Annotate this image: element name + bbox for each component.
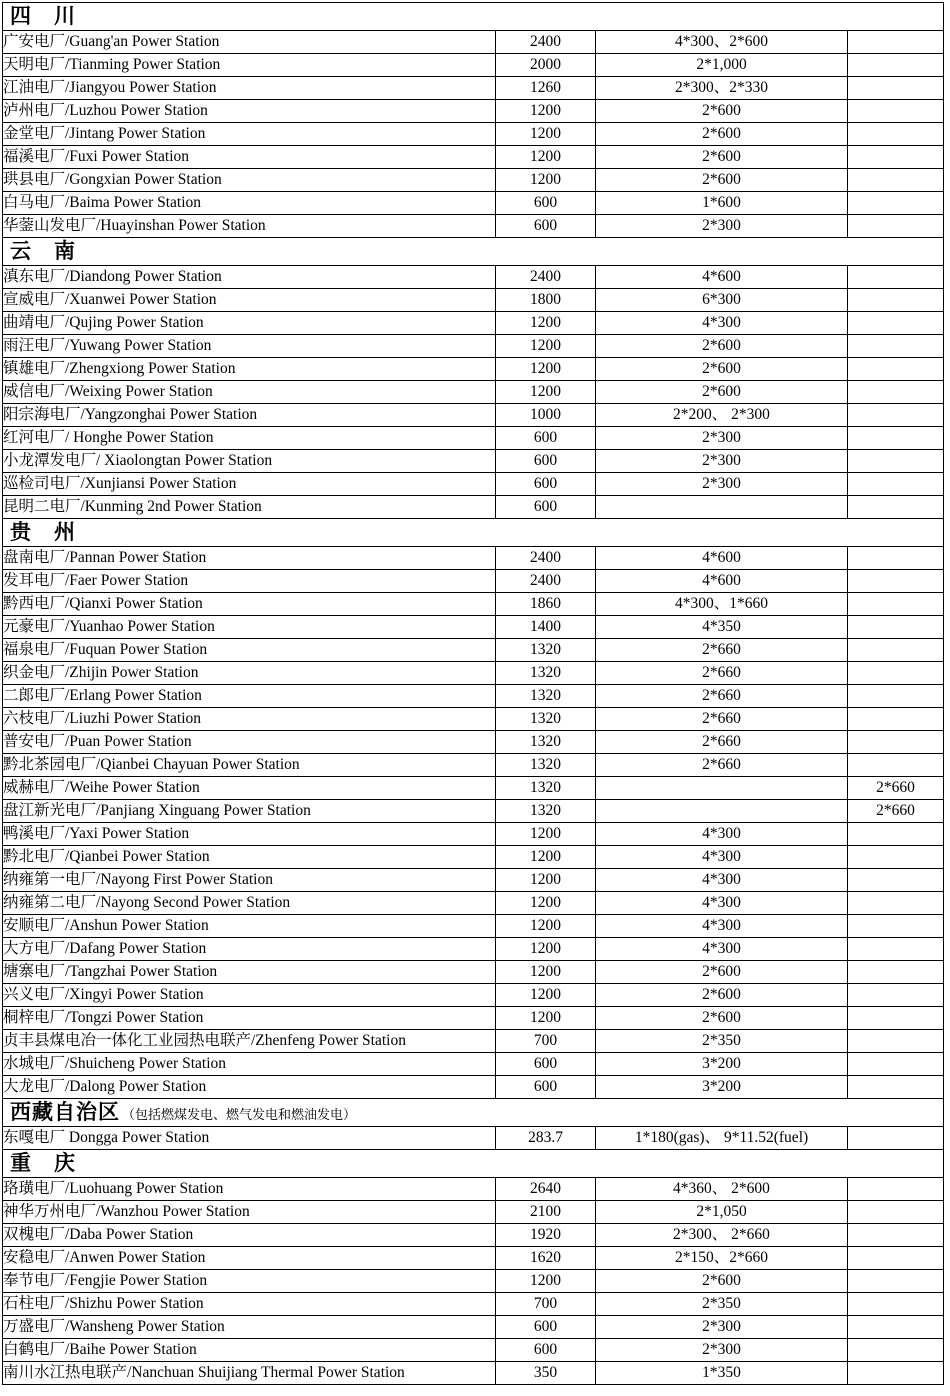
capacity-cell: 1200 [496,869,596,892]
unit-config-cell: 2*350 [596,1030,848,1053]
station-name-cell: 南川水江热电联产/Nanchuan Shuijiang Thermal Power Station [3,1362,496,1385]
station-row [3,404,944,427]
unit-config-extra-cell [848,404,944,427]
unit-config-cell [596,496,848,519]
capacity-cell: 600 [496,1053,596,1076]
station-name-cell: 雨汪电厂/Yuwang Power Station [3,335,496,358]
unit-config-cell: 2*1,000 [596,54,848,77]
unit-config-cell: 2*300 [596,427,848,450]
station-row [3,639,944,662]
capacity-cell: 1320 [496,777,596,800]
station-row [3,146,944,169]
unit-config-extra-cell [848,450,944,473]
unit-config-cell: 2*660 [596,731,848,754]
unit-config-extra-cell [848,266,944,289]
capacity-cell: 1620 [496,1247,596,1270]
station-name-cell: 宣威电厂/Xuanwei Power Station [3,289,496,312]
capacity-cell: 1400 [496,616,596,639]
station-name-cell: 万盛电厂/Wansheng Power Station [3,1316,496,1339]
capacity-cell: 1320 [496,662,596,685]
station-row [3,169,944,192]
unit-config-extra-cell [848,289,944,312]
unit-config-extra-cell [848,77,944,100]
capacity-cell: 1200 [496,146,596,169]
capacity-cell: 2400 [496,570,596,593]
unit-config-cell: 2*300、2*330 [596,77,848,100]
unit-config-extra-cell [848,1127,944,1150]
unit-config-cell: 3*200 [596,1053,848,1076]
capacity-cell: 600 [496,473,596,496]
section-header-row [3,1150,944,1178]
section-title: 重 庆 [10,1151,76,1176]
unit-config-cell: 4*300、2*600 [596,31,848,54]
capacity-cell: 283.7 [496,1127,596,1150]
station-name-cell: 桐梓电厂/Tongzi Power Station [3,1007,496,1030]
station-name-cell: 水城电厂/Shuicheng Power Station [3,1053,496,1076]
unit-config-cell [596,800,848,823]
unit-config-cell: 4*300 [596,938,848,961]
station-row [3,1362,944,1385]
unit-config-extra-cell [848,381,944,404]
station-row [3,1053,944,1076]
station-row [3,823,944,846]
station-name-cell: 黔西电厂/Qianxi Power Station [3,593,496,616]
unit-config-extra-cell [848,1339,944,1362]
unit-config-cell: 2*350 [596,1293,848,1316]
station-row [3,1224,944,1247]
unit-config-cell: 4*300、1*660 [596,593,848,616]
unit-config-extra-cell [848,754,944,777]
station-row [3,1030,944,1053]
station-name-cell: 威赫电厂/Weihe Power Station [3,777,496,800]
station-name-cell: 广安电厂/Guang'an Power Station [3,31,496,54]
station-row [3,54,944,77]
unit-config-cell: 2*660 [596,685,848,708]
station-name-cell: 纳雍第二电厂/Nayong Second Power Station [3,892,496,915]
station-name-cell: 黔北茶园电厂/Qianbei Chayuan Power Station [3,754,496,777]
unit-config-extra-cell [848,593,944,616]
unit-config-cell: 4*600 [596,547,848,570]
capacity-cell: 600 [496,192,596,215]
unit-config-extra-cell [848,685,944,708]
capacity-cell: 1200 [496,169,596,192]
section-title: 贵 州 [10,520,76,545]
station-row [3,1339,944,1362]
unit-config-cell: 2*600 [596,381,848,404]
station-row [3,1178,944,1201]
station-name-cell: 华蓥山发电厂/Huayinshan Power Station [3,215,496,238]
station-name-cell: 兴义电厂/Xingyi Power Station [3,984,496,1007]
section-header-cell [3,519,944,547]
power-stations-table [2,2,944,1385]
station-row [3,846,944,869]
capacity-cell: 1860 [496,593,596,616]
unit-config-extra-cell [848,1316,944,1339]
capacity-cell: 1320 [496,708,596,731]
unit-config-cell: 2*600 [596,100,848,123]
section-title: 四 川 [10,4,76,29]
capacity-cell: 1920 [496,1224,596,1247]
unit-config-extra-cell [848,547,944,570]
station-name-cell: 织金电厂/Zhijin Power Station [3,662,496,685]
unit-config-cell: 2*600 [596,335,848,358]
station-row [3,777,944,800]
station-name-cell: 曲靖电厂/Qujing Power Station [3,312,496,335]
unit-config-extra-cell [848,1030,944,1053]
section-header-cell [3,3,944,31]
capacity-cell: 1200 [496,823,596,846]
station-name-cell: 白鹤电厂/Baihe Power Station [3,1339,496,1362]
unit-config-cell: 1*350 [596,1362,848,1385]
capacity-cell: 1200 [496,1007,596,1030]
station-name-cell: 纳雍第一电厂/Nayong First Power Station [3,869,496,892]
station-row [3,123,944,146]
capacity-cell: 600 [496,1339,596,1362]
section-header-row [3,238,944,266]
unit-config-cell: 2*300 [596,450,848,473]
unit-config-cell: 2*600 [596,169,848,192]
station-name-cell: 红河电厂/ Honghe Power Station [3,427,496,450]
section-title: 西藏自治区 [10,1100,120,1125]
station-name-cell: 阳宗海电厂/Yangzonghai Power Station [3,404,496,427]
station-row [3,100,944,123]
station-row [3,1270,944,1293]
station-row [3,266,944,289]
unit-config-cell: 2*660 [596,639,848,662]
capacity-cell: 1320 [496,639,596,662]
station-row [3,547,944,570]
section-header-cell [3,238,944,266]
station-name-cell: 天明电厂/Tianming Power Station [3,54,496,77]
unit-config-cell: 2*600 [596,961,848,984]
section-header-row [3,519,944,547]
unit-config-cell: 2*300 [596,215,848,238]
unit-config-extra-cell [848,869,944,892]
unit-config-extra-cell [848,1053,944,1076]
capacity-cell: 1200 [496,335,596,358]
station-row [3,1076,944,1099]
unit-config-cell: 2*300 [596,1316,848,1339]
capacity-cell: 600 [496,450,596,473]
unit-config-extra-cell: 2*660 [848,800,944,823]
station-row [3,938,944,961]
unit-config-cell: 2*300 [596,473,848,496]
unit-config-cell: 2*600 [596,123,848,146]
station-name-cell: 福溪电厂/Fuxi Power Station [3,146,496,169]
station-name-cell: 福泉电厂/Fuquan Power Station [3,639,496,662]
unit-config-extra-cell [848,54,944,77]
station-name-cell: 六枝电厂/Liuzhi Power Station [3,708,496,731]
unit-config-cell: 3*200 [596,1076,848,1099]
station-row [3,754,944,777]
capacity-cell: 1200 [496,123,596,146]
section-header-row [3,3,944,31]
unit-config-extra-cell [848,1178,944,1201]
unit-config-extra-cell [848,473,944,496]
unit-config-extra-cell [848,1247,944,1270]
station-row [3,473,944,496]
capacity-cell: 1200 [496,1270,596,1293]
unit-config-extra-cell [848,192,944,215]
station-name-cell: 巡检司电厂/Xunjiansi Power Station [3,473,496,496]
unit-config-extra-cell [848,100,944,123]
capacity-cell: 2000 [496,54,596,77]
station-name-cell: 昆明二电厂/Kunming 2nd Power Station [3,496,496,519]
unit-config-cell: 4*300 [596,823,848,846]
section-header-row [3,1099,944,1127]
unit-config-cell: 6*300 [596,289,848,312]
section-title: 云 南 [10,239,76,264]
station-row [3,685,944,708]
station-name-cell: 大方电厂/Dafang Power Station [3,938,496,961]
unit-config-extra-cell [848,31,944,54]
unit-config-cell: 4*350 [596,616,848,639]
unit-config-extra-cell [848,169,944,192]
station-row [3,662,944,685]
unit-config-cell: 2*660 [596,708,848,731]
station-name-cell: 元豪电厂/Yuanhao Power Station [3,616,496,639]
station-name-cell: 盘南电厂/Pannan Power Station [3,547,496,570]
unit-config-cell: 2*600 [596,984,848,1007]
unit-config-extra-cell [848,616,944,639]
unit-config-extra-cell [848,1362,944,1385]
capacity-cell: 1200 [496,312,596,335]
station-name-cell: 威信电厂/Weixing Power Station [3,381,496,404]
unit-config-extra-cell [848,639,944,662]
station-name-cell: 盘江新光电厂/Panjiang Xinguang Power Station [3,800,496,823]
station-row [3,31,944,54]
station-row [3,1316,944,1339]
station-row [3,1201,944,1224]
station-row [3,984,944,1007]
unit-config-cell: 4*600 [596,266,848,289]
capacity-cell: 600 [496,1076,596,1099]
capacity-cell: 1320 [496,800,596,823]
capacity-cell: 1200 [496,846,596,869]
capacity-cell: 1320 [496,754,596,777]
unit-config-extra-cell [848,823,944,846]
capacity-cell: 1260 [496,77,596,100]
unit-config-cell: 2*660 [596,662,848,685]
station-row [3,335,944,358]
unit-config-extra-cell [848,984,944,1007]
unit-config-cell: 2*600 [596,1007,848,1030]
power-stations-table-body [3,3,944,1385]
unit-config-extra-cell [848,1076,944,1099]
unit-config-extra-cell [848,146,944,169]
section-header-cell [3,1150,944,1178]
section-note: （包括燃煤发电、燃气发电和燃油发电） [122,1107,357,1123]
capacity-cell: 1200 [496,358,596,381]
unit-config-extra-cell [848,1201,944,1224]
station-row [3,1293,944,1316]
unit-config-cell: 2*200、 2*300 [596,404,848,427]
station-name-cell: 珞璜电厂/Luohuang Power Station [3,1178,496,1201]
capacity-cell: 1000 [496,404,596,427]
station-row [3,289,944,312]
unit-config-extra-cell [848,961,944,984]
unit-config-cell: 4*300 [596,846,848,869]
station-name-cell: 黔北电厂/Qianbei Power Station [3,846,496,869]
capacity-cell: 600 [496,496,596,519]
capacity-cell: 1200 [496,381,596,404]
station-row [3,358,944,381]
station-row [3,1127,944,1150]
capacity-cell: 1200 [496,961,596,984]
station-name-cell: 金堂电厂/Jintang Power Station [3,123,496,146]
capacity-cell: 600 [496,427,596,450]
capacity-cell: 2100 [496,1201,596,1224]
station-name-cell: 二郎电厂/Erlang Power Station [3,685,496,708]
station-row [3,708,944,731]
unit-config-cell: 2*300、 2*660 [596,1224,848,1247]
station-row [3,961,944,984]
station-row [3,570,944,593]
station-row [3,450,944,473]
unit-config-cell: 4*300 [596,312,848,335]
unit-config-extra-cell [848,215,944,238]
unit-config-cell: 2*660 [596,754,848,777]
unit-config-extra-cell [848,892,944,915]
unit-config-cell: 1*180(gas)、 9*11.52(fuel) [596,1127,848,1150]
unit-config-cell [596,777,848,800]
unit-config-cell: 2*600 [596,358,848,381]
unit-config-cell: 2*150、2*660 [596,1247,848,1270]
unit-config-extra-cell [848,915,944,938]
unit-config-extra-cell [848,312,944,335]
unit-config-extra-cell [848,1270,944,1293]
unit-config-cell: 4*300 [596,915,848,938]
capacity-cell: 1200 [496,938,596,961]
station-name-cell: 塘寨电厂/Tangzhai Power Station [3,961,496,984]
station-name-cell: 白马电厂/Baima Power Station [3,192,496,215]
station-name-cell: 普安电厂/Puan Power Station [3,731,496,754]
capacity-cell: 2400 [496,547,596,570]
unit-config-extra-cell [848,1293,944,1316]
capacity-cell: 2400 [496,31,596,54]
station-row [3,800,944,823]
capacity-cell: 600 [496,1316,596,1339]
capacity-cell: 350 [496,1362,596,1385]
capacity-cell: 2400 [496,266,596,289]
station-row [3,869,944,892]
station-row [3,1247,944,1270]
capacity-cell: 700 [496,1030,596,1053]
unit-config-extra-cell [848,731,944,754]
capacity-cell: 1200 [496,100,596,123]
station-name-cell: 安顺电厂/Anshun Power Station [3,915,496,938]
capacity-cell: 1200 [496,892,596,915]
unit-config-extra-cell [848,708,944,731]
unit-config-cell: 2*600 [596,1270,848,1293]
station-row [3,192,944,215]
unit-config-extra-cell [848,335,944,358]
unit-config-cell: 4*300 [596,869,848,892]
station-name-cell: 大龙电厂/Dalong Power Station [3,1076,496,1099]
unit-config-extra-cell [848,1007,944,1030]
station-row [3,215,944,238]
unit-config-extra-cell [848,846,944,869]
station-name-cell: 奉节电厂/Fengjie Power Station [3,1270,496,1293]
unit-config-cell: 4*300 [596,892,848,915]
capacity-cell: 1200 [496,915,596,938]
station-row [3,496,944,519]
unit-config-cell: 2*1,050 [596,1201,848,1224]
station-row [3,427,944,450]
station-row [3,892,944,915]
capacity-cell: 700 [496,1293,596,1316]
capacity-cell: 1200 [496,984,596,1007]
station-name-cell: 泸州电厂/Luzhou Power Station [3,100,496,123]
capacity-cell: 2640 [496,1178,596,1201]
unit-config-extra-cell [848,570,944,593]
station-row [3,312,944,335]
station-name-cell: 发耳电厂/Faer Power Station [3,570,496,593]
capacity-cell: 600 [496,215,596,238]
station-name-cell: 贞丰县煤电冶一体化工业园热电联产/Zhenfeng Power Station [3,1030,496,1053]
station-name-cell: 双槐电厂/Daba Power Station [3,1224,496,1247]
unit-config-cell: 2*300 [596,1339,848,1362]
capacity-cell: 1320 [496,731,596,754]
station-name-cell: 鸭溪电厂/Yaxi Power Station [3,823,496,846]
unit-config-cell: 4*600 [596,570,848,593]
station-row [3,616,944,639]
unit-config-extra-cell [848,662,944,685]
station-row [3,593,944,616]
unit-config-extra-cell [848,938,944,961]
station-name-cell: 滇东电厂/Diandong Power Station [3,266,496,289]
station-name-cell: 石柱电厂/Shizhu Power Station [3,1293,496,1316]
station-name-cell: 安稳电厂/Anwen Power Station [3,1247,496,1270]
unit-config-cell: 4*360、 2*600 [596,1178,848,1201]
station-name-cell: 东嘎电厂 Dongga Power Station [3,1127,496,1150]
unit-config-extra-cell: 2*660 [848,777,944,800]
section-header-cell [3,1099,944,1127]
station-name-cell: 神华万州电厂/Wanzhou Power Station [3,1201,496,1224]
station-row [3,731,944,754]
unit-config-extra-cell [848,496,944,519]
station-name-cell: 江油电厂/Jiangyou Power Station [3,77,496,100]
station-row [3,1007,944,1030]
unit-config-extra-cell [848,427,944,450]
unit-config-cell: 1*600 [596,192,848,215]
station-row [3,915,944,938]
station-name-cell: 小龙潭发电厂/ Xiaolongtan Power Station [3,450,496,473]
station-name-cell: 镇雄电厂/Zhengxiong Power Station [3,358,496,381]
capacity-cell: 1320 [496,685,596,708]
unit-config-cell: 2*600 [596,146,848,169]
unit-config-extra-cell [848,358,944,381]
capacity-cell: 1800 [496,289,596,312]
unit-config-extra-cell [848,123,944,146]
station-name-cell: 珙县电厂/Gongxian Power Station [3,169,496,192]
station-row [3,77,944,100]
unit-config-extra-cell [848,1224,944,1247]
station-row [3,381,944,404]
